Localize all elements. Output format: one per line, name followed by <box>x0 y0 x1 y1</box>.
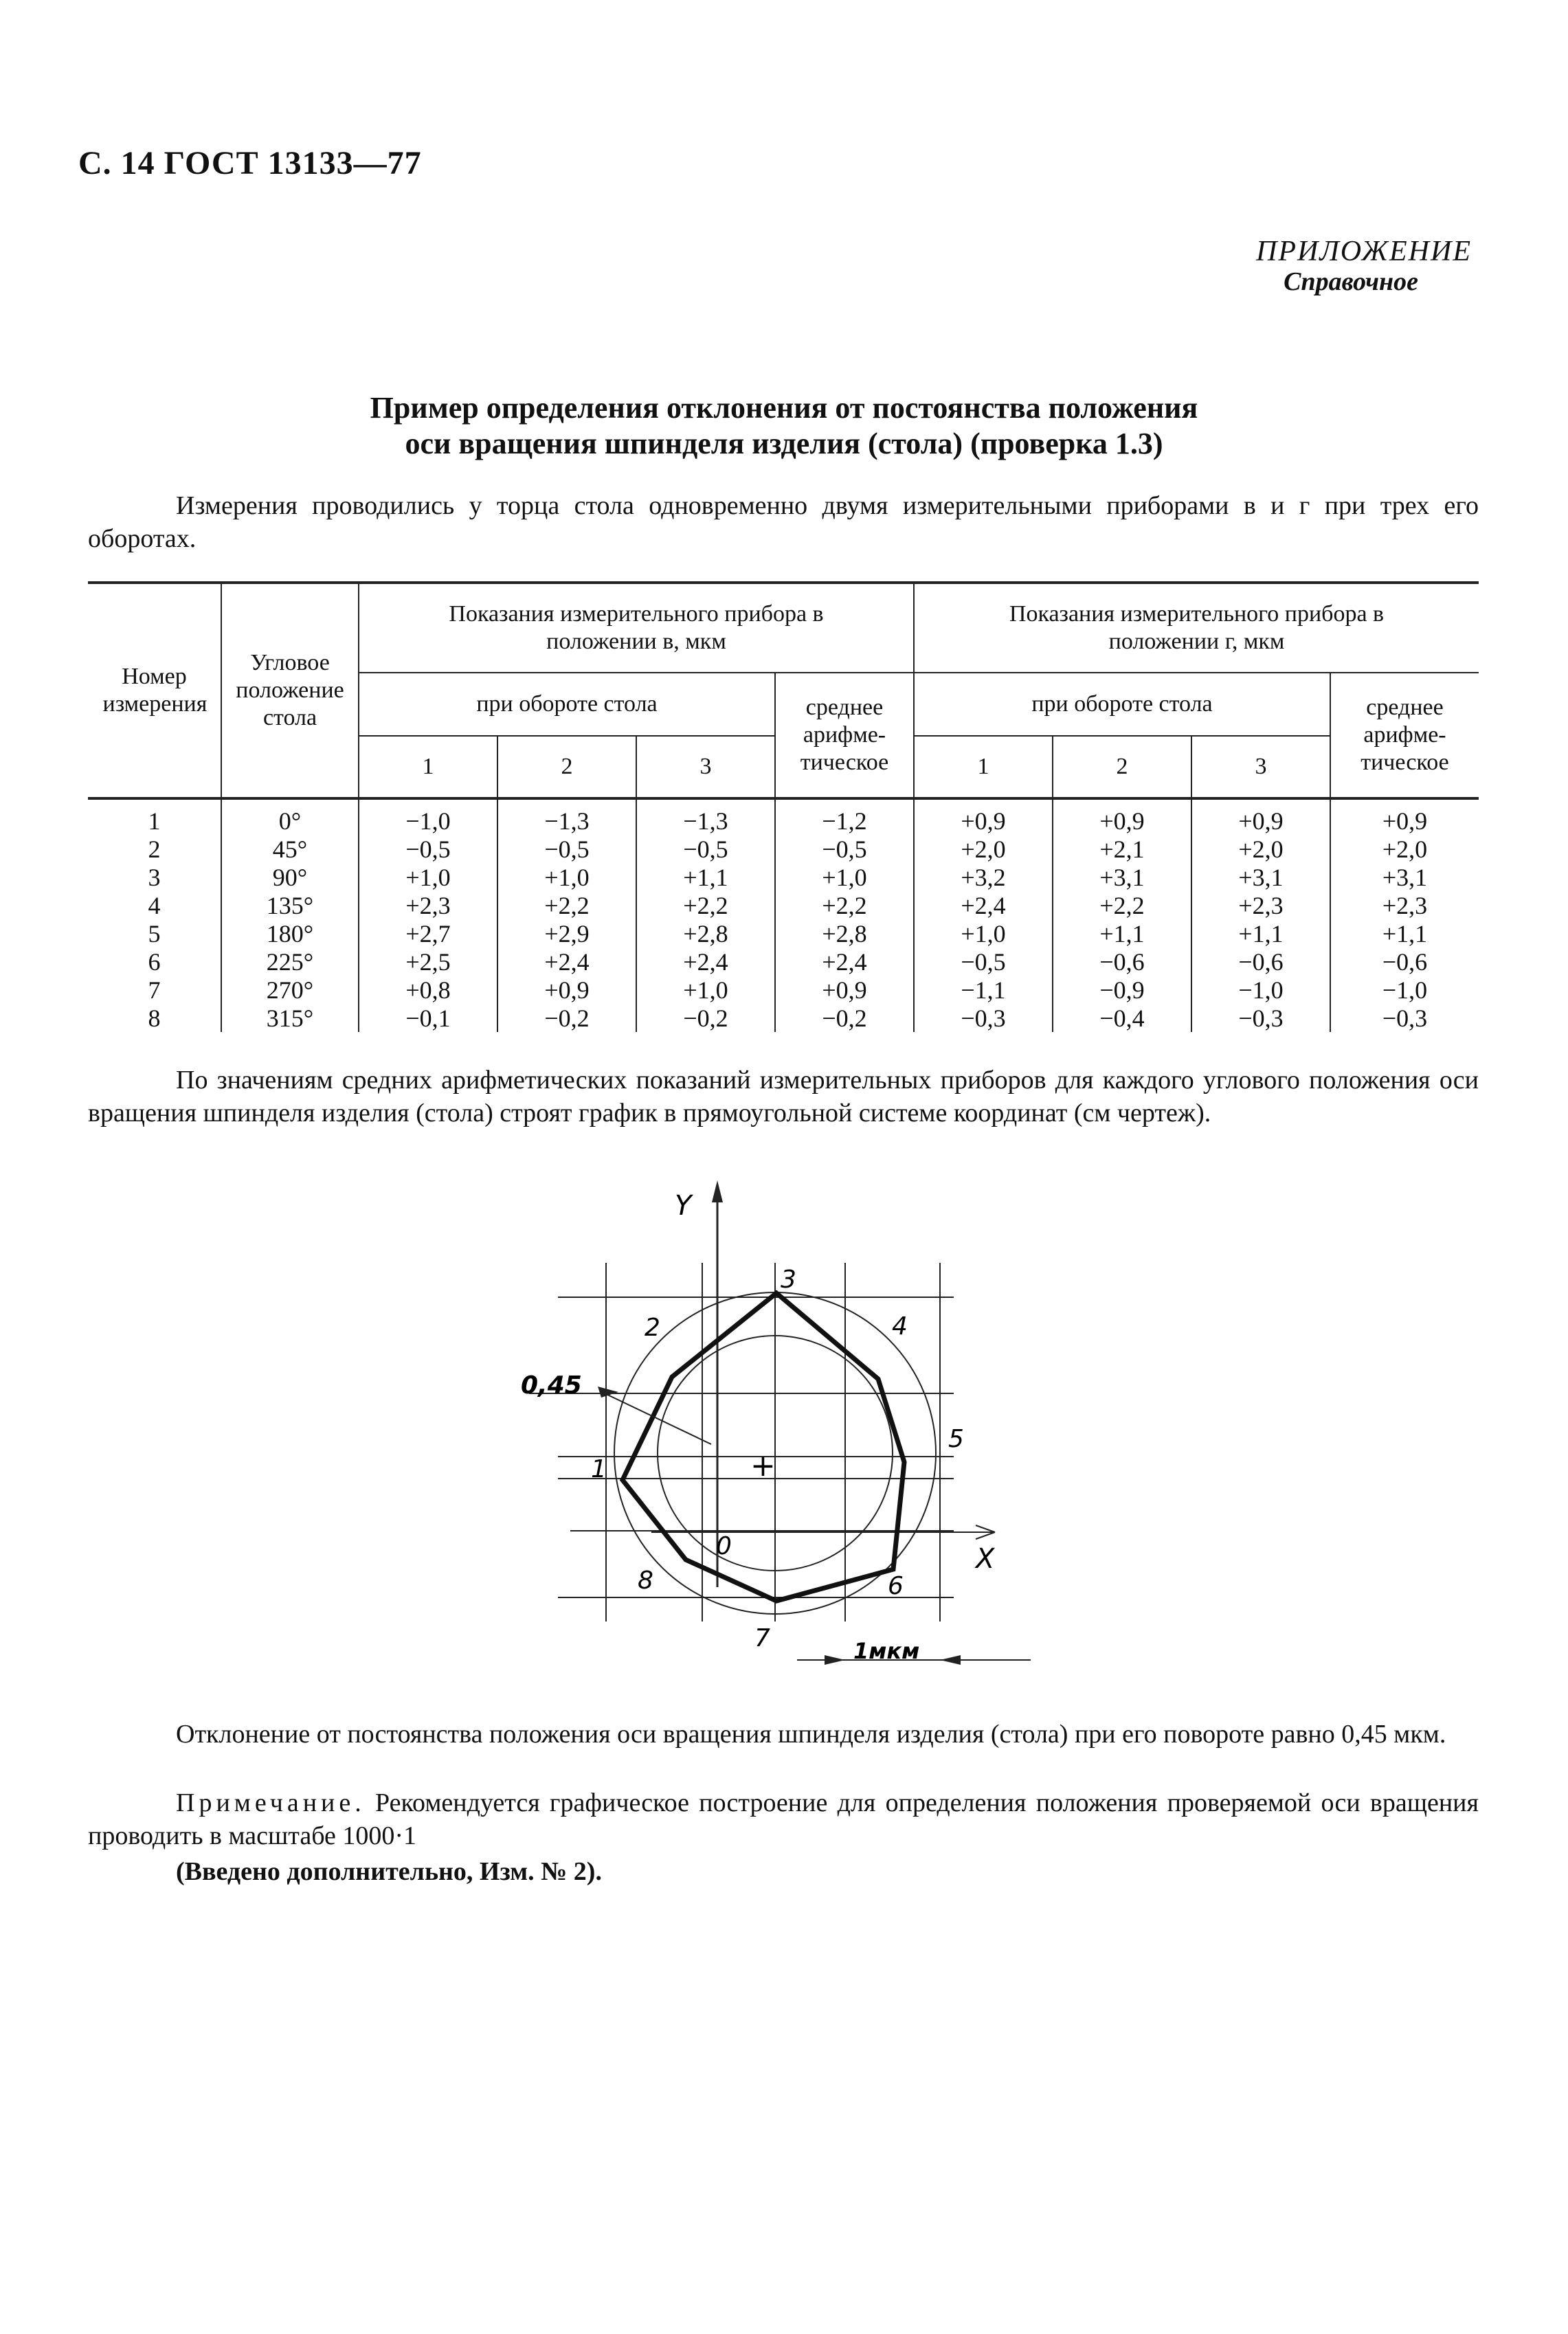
origin-plus: + <box>750 1448 776 1483</box>
table-cell: −0,2 <box>636 1004 775 1032</box>
group-v-header: Показания измерительного прибора в положении в, мкм <box>359 583 914 673</box>
table-cell: +2,4 <box>497 947 636 976</box>
appendix-type: Справочное <box>1284 267 1418 296</box>
table-cell: +2,4 <box>636 947 775 976</box>
table-cell: −1,0 <box>1330 976 1479 1004</box>
table-cell: +2,5 <box>359 947 497 976</box>
table-cell: +2,3 <box>1191 891 1330 919</box>
table-cell: +2,2 <box>636 891 775 919</box>
table-cell: +2,7 <box>359 919 497 947</box>
page-header: С. 14 ГОСТ 13133—77 <box>78 145 422 181</box>
table-cell: +2,0 <box>914 835 1053 863</box>
note-paragraph <box>88 1786 1479 1852</box>
table-cell: +0,9 <box>1330 798 1479 835</box>
g-turn-3: 3 <box>1191 736 1330 798</box>
scale-arrow-right <box>940 1655 961 1665</box>
table-cell: 8 <box>148 1004 161 1032</box>
note-label: Примечание. <box>176 1788 366 1817</box>
point-label-2: 2 <box>645 1314 660 1342</box>
table-cell: +1,0 <box>636 976 775 1004</box>
axis-x-label: X <box>976 1543 995 1575</box>
table-cell: +0,9 <box>775 976 914 1004</box>
table-cell: −0,2 <box>775 1004 914 1032</box>
table-cell: −1,3 <box>497 798 636 835</box>
table-cell: +3,1 <box>1330 863 1479 891</box>
table-cell: +0,9 <box>1191 798 1330 835</box>
v-mean-header: среднее арифме-тическое <box>775 673 914 798</box>
point-label-6: 6 <box>888 1572 904 1600</box>
table-cell: 225° <box>221 947 359 976</box>
point-label-8: 8 <box>638 1567 653 1595</box>
x-axis-arrow-top <box>976 1525 995 1532</box>
table-cell: 0° <box>221 798 359 835</box>
v-turn-header: при обороте стола <box>359 673 775 736</box>
amendment-paragraph <box>88 1855 1479 1888</box>
table-cell: −1,3 <box>636 798 775 835</box>
table-cell: 4 <box>148 891 161 919</box>
appendix-title: ПРИЛОЖЕНИЕ <box>1256 236 1472 267</box>
table-cell: +2,2 <box>1053 891 1191 919</box>
table-row <box>88 798 1479 835</box>
g-turn-1: 1 <box>914 736 1053 798</box>
table-cell: +2,0 <box>1330 835 1479 863</box>
table-cell: 90° <box>221 863 359 891</box>
table-row <box>88 947 1479 976</box>
table-cell: 45° <box>221 835 359 863</box>
v-turn-1: 1 <box>359 736 497 798</box>
table-cell: −0,5 <box>497 835 636 863</box>
table-cell: −0,6 <box>1053 947 1191 976</box>
table-cell: +2,2 <box>497 891 636 919</box>
table-cell: +2,8 <box>636 919 775 947</box>
table-cell: +2,4 <box>914 891 1053 919</box>
table-cell: 7 <box>148 976 161 1004</box>
table-cell: −1,1 <box>914 976 1053 1004</box>
table-cell: +0,9 <box>914 798 1053 835</box>
table-row <box>88 863 1479 891</box>
table-cell: +1,0 <box>359 863 497 891</box>
table-cell: +1,0 <box>775 863 914 891</box>
table-cell: +0,8 <box>359 976 497 1004</box>
y-axis-arrow <box>712 1180 723 1202</box>
table-cell: 2 <box>148 835 161 863</box>
amendment-text: (Введено дополнительно, Изм. № 2). <box>176 1857 602 1886</box>
g-turn-header: при обороте стола <box>914 673 1330 736</box>
table-cell: −0,5 <box>914 947 1053 976</box>
table-cell: +2,3 <box>359 891 497 919</box>
table-cell: −0,3 <box>1191 1004 1330 1032</box>
scale-arrow-left <box>825 1655 845 1665</box>
point-label-7: 7 <box>754 1624 770 1652</box>
table-cell: 5 <box>148 919 161 947</box>
para2 <box>88 1064 1479 1130</box>
table-row <box>88 1004 1479 1032</box>
point-label-0: 0 <box>716 1532 732 1560</box>
table-cell: 315° <box>221 1004 359 1032</box>
table-row <box>88 919 1479 947</box>
group-g-header: Показания измерительного прибора в положении г, мкм <box>914 583 1479 673</box>
doc-title-line1: Пример определения отклонения от постоянства положения <box>370 391 1198 425</box>
table-cell: −0,6 <box>1191 947 1330 976</box>
doc-title <box>0 390 1568 462</box>
note-text: Рекомендуется графическое построение для определения положения проверяемой оси вращения проводить в масштабе 1000·1 <box>88 1788 1479 1850</box>
table-cell: +2,9 <box>497 919 636 947</box>
table-cell: −0,5 <box>636 835 775 863</box>
col-angle-header: Угловое положение стола <box>221 583 359 798</box>
table-cell: 180° <box>221 919 359 947</box>
intro-text: Измерения проводились у торца стола одновременно двумя измерительными приборами в и г при трех его оборотах. <box>88 491 1479 553</box>
point-label-5: 5 <box>948 1425 964 1453</box>
table-cell: −1,0 <box>359 798 497 835</box>
v-turn-2: 2 <box>497 736 636 798</box>
table-cell: −0,5 <box>775 835 914 863</box>
measurement-table <box>88 581 1479 1032</box>
table-cell: +2,2 <box>775 891 914 919</box>
table-cell: +1,0 <box>497 863 636 891</box>
rotation-deviation-drawing <box>495 1175 1044 1670</box>
table-cell: +0,9 <box>497 976 636 1004</box>
table-cell: +2,0 <box>1191 835 1330 863</box>
table-row <box>88 891 1479 919</box>
table-row <box>88 976 1479 1004</box>
table-cell: +1,0 <box>914 919 1053 947</box>
table-cell: −0,4 <box>1053 1004 1191 1032</box>
table-cell: 270° <box>221 976 359 1004</box>
table-cell: +1,1 <box>636 863 775 891</box>
table-cell: +1,1 <box>1330 919 1479 947</box>
table-body <box>88 798 1479 1032</box>
doc-title-line2: оси вращения шпинделя изделия (стола) (проверка 1.3) <box>405 427 1163 460</box>
point-label-4: 4 <box>892 1312 908 1340</box>
g-mean-header: среднее арифме-тическое <box>1330 673 1479 798</box>
table-cell: −1,0 <box>1191 976 1330 1004</box>
table-cell: +2,8 <box>775 919 914 947</box>
table-cell: +2,3 <box>1330 891 1479 919</box>
deviation-label: 0,45 <box>521 1371 582 1400</box>
conclusion-paragraph <box>88 1718 1479 1751</box>
table-cell: −0,9 <box>1053 976 1191 1004</box>
para2-text: По значениям средних арифметических показаний измерительных приборов для каждого углового положения оси вращения шпинделя изделия (стола) строят график в прямоугольной системе координат (см чертеж). <box>88 1066 1479 1127</box>
table-cell: 1 <box>148 807 161 835</box>
table-cell: −0,2 <box>497 1004 636 1032</box>
deviation-polygon <box>623 1293 904 1601</box>
table-cell: +0,9 <box>1053 798 1191 835</box>
table-cell: +3,1 <box>1053 863 1191 891</box>
table-cell: −0,5 <box>359 835 497 863</box>
g-turn-2: 2 <box>1053 736 1191 798</box>
table-cell: +2,1 <box>1053 835 1191 863</box>
point-label-3: 3 <box>781 1266 796 1294</box>
col-number-header: Номер измерения <box>88 583 221 798</box>
table-cell: +2,4 <box>775 947 914 976</box>
table-cell: 3 <box>148 863 161 891</box>
table-cell: −1,2 <box>775 798 914 835</box>
table-cell: −0,3 <box>1330 1004 1479 1032</box>
table-cell: 6 <box>148 947 161 976</box>
conclusion-text: Отклонение от постоянства положения оси вращения шпинделя изделия (стола) при его повороте равно 0,45 мкм. <box>176 1720 1446 1749</box>
scale-label: 1мкм <box>853 1638 920 1664</box>
table-row <box>88 835 1479 863</box>
table-cell: +1,1 <box>1191 919 1330 947</box>
point-label-1: 1 <box>591 1455 607 1483</box>
axis-y-label: Y <box>675 1190 692 1222</box>
table-cell: −0,3 <box>914 1004 1053 1032</box>
intro-paragraph <box>88 489 1479 555</box>
table-cell: −0,6 <box>1330 947 1479 976</box>
v-turn-3: 3 <box>636 736 775 798</box>
table-cell: −0,1 <box>359 1004 497 1032</box>
x-axis-arrow-bottom <box>976 1532 995 1539</box>
leader-arrowhead <box>598 1387 618 1398</box>
table-cell: +1,1 <box>1053 919 1191 947</box>
table-cell: 135° <box>221 891 359 919</box>
table-cell: +3,2 <box>914 863 1053 891</box>
table-cell: +3,1 <box>1191 863 1330 891</box>
